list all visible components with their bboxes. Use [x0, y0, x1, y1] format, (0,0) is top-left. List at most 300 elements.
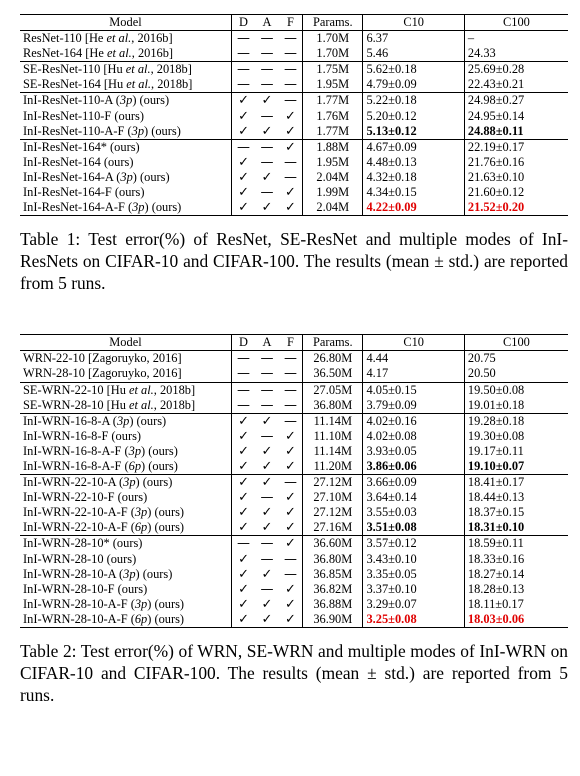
cell-c10-value: 3.37±0.10	[366, 581, 417, 596]
cell-c10-value: 4.44	[366, 351, 389, 366]
cell-d-value: —	[237, 366, 251, 382]
cell-a	[255, 520, 279, 536]
table-row	[20, 398, 568, 414]
cell-model	[20, 185, 231, 200]
model-text: InI-WRN-22-10-F (ours)	[23, 490, 148, 505]
cell-c100	[464, 382, 568, 398]
model-text: ) (ours)	[141, 458, 178, 473]
cell-f-value: ✓	[285, 428, 296, 444]
cell-model	[20, 552, 231, 567]
cell-model	[20, 490, 231, 505]
model-text: ) (ours)	[147, 520, 185, 535]
cell-c10	[363, 62, 464, 78]
cell-d	[231, 109, 255, 124]
cell-c100-value: 24.88±0.11	[467, 123, 524, 138]
cell-a	[255, 139, 279, 155]
cell-d-value: —	[237, 139, 251, 155]
cell-d-value: ✓	[238, 428, 249, 444]
cell-d-value: ✓	[238, 413, 249, 429]
cell-f-value: ✓	[285, 536, 296, 552]
cell-c100-value: 18.31±0.10	[467, 520, 525, 535]
model-text: InI-ResNet-110-A (	[23, 93, 120, 108]
model-text: ) (ours)	[135, 566, 173, 581]
table-row	[20, 612, 568, 628]
model-text: SE-WRN-22-10 [Hu	[23, 382, 129, 397]
header-d: D	[239, 335, 248, 350]
table-row	[20, 567, 568, 582]
model-text: InI-WRN-28-10-A-F (	[23, 596, 135, 611]
cell-params	[303, 46, 363, 62]
cell-d	[231, 536, 255, 552]
cell-c10-value: 4.48±0.13	[366, 154, 417, 169]
cell-a	[255, 366, 279, 382]
cell-c10	[363, 46, 464, 62]
model-text: ) (ours)	[144, 200, 182, 215]
cell-f	[279, 46, 303, 62]
cell-d-value: —	[237, 382, 251, 398]
cell-d	[231, 62, 255, 78]
cell-a-value: ✓	[261, 520, 273, 536]
cell-c10	[363, 109, 464, 124]
cell-f	[279, 582, 303, 597]
model-text: ) (ours)	[132, 169, 170, 184]
cell-c100-value: 18.28±0.13	[467, 581, 525, 596]
cell-f-value: ✓	[285, 596, 296, 612]
cell-c10-value: 3.43±0.10	[366, 551, 417, 566]
cell-f	[279, 124, 303, 140]
cell-params	[303, 612, 363, 628]
table-row	[20, 382, 568, 398]
cell-d-value: —	[237, 46, 251, 62]
cell-f	[279, 382, 303, 398]
model-text: ResNet-110 [He	[23, 31, 107, 46]
cell-c100	[464, 155, 568, 170]
cell-f	[279, 552, 303, 567]
cell-f	[279, 77, 303, 93]
cell-f	[279, 398, 303, 414]
cell-a	[255, 155, 279, 170]
cell-params	[303, 109, 363, 124]
cell-c10-value: 4.34±0.15	[366, 185, 417, 200]
cell-a-value: —	[260, 366, 274, 382]
results-table-1	[20, 14, 568, 216]
cell-f-value: —	[283, 31, 297, 47]
cell-model	[20, 109, 231, 124]
cell-d	[231, 77, 255, 93]
cell-f-value: —	[283, 566, 297, 582]
model-text: InI-WRN-16-8-A-F (	[23, 458, 129, 473]
cell-params-value: 36.90M	[313, 611, 353, 626]
cell-c10	[363, 398, 464, 414]
cell-a	[255, 398, 279, 414]
cell-d-value: —	[237, 77, 251, 93]
cell-params-value: 1.99M	[316, 185, 350, 200]
cell-d	[231, 459, 255, 475]
cell-c10	[363, 597, 464, 612]
cell-c10	[363, 413, 464, 429]
header-c10: C10	[363, 335, 464, 351]
cell-f	[279, 413, 303, 429]
model-text: et al.	[129, 382, 154, 397]
cell-params	[303, 413, 363, 429]
cell-params	[303, 505, 363, 520]
table-row	[20, 46, 568, 62]
cell-f-value: —	[283, 413, 297, 429]
cell-d-value: —	[237, 31, 251, 47]
cell-c10-value: 3.25±0.08	[366, 611, 417, 626]
cell-params	[303, 536, 363, 552]
cell-model	[20, 170, 231, 185]
cell-model	[20, 459, 231, 475]
cell-d	[231, 155, 255, 170]
cell-c100	[464, 93, 568, 109]
cell-d	[231, 582, 255, 597]
cell-params-value: 27.12M	[313, 505, 353, 520]
cell-f-value: ✓	[285, 520, 296, 536]
cell-d-value: ✓	[238, 581, 249, 597]
cell-d-value: ✓	[238, 520, 249, 536]
cell-a-value: —	[260, 536, 274, 552]
cell-params	[303, 351, 363, 367]
cell-c100	[464, 46, 568, 62]
table1-block	[20, 14, 570, 294]
cell-a	[255, 124, 279, 140]
model-text: 6p	[128, 458, 142, 473]
table-row	[20, 124, 568, 140]
cell-c100	[464, 505, 568, 520]
cell-model	[20, 200, 231, 216]
cell-a-value: ✓	[261, 611, 273, 627]
cell-d	[231, 505, 255, 520]
cell-d	[231, 200, 255, 216]
cell-c10-value: 3.51±0.08	[366, 520, 417, 535]
cell-a	[255, 93, 279, 109]
cell-c10	[363, 170, 464, 185]
cell-params	[303, 459, 363, 475]
cell-model	[20, 139, 231, 155]
model-text: 3p	[128, 443, 142, 458]
cell-a	[255, 552, 279, 567]
cell-params	[303, 77, 363, 93]
cell-a-value: ✓	[261, 475, 273, 491]
header-f: F	[279, 15, 303, 31]
cell-model	[20, 398, 231, 414]
cell-c100-value: 19.50±0.08	[467, 382, 525, 397]
cell-c100-value: 18.33±0.16	[467, 551, 525, 566]
cell-d-value: —	[237, 397, 251, 413]
cell-model	[20, 155, 231, 170]
cell-f	[279, 429, 303, 444]
cell-f	[279, 351, 303, 367]
cell-f-value: ✓	[285, 458, 296, 474]
cell-c10	[363, 200, 464, 216]
cell-params-value: 1.77M	[316, 93, 350, 108]
cell-d-value: ✓	[238, 566, 249, 582]
cell-c10	[363, 366, 464, 382]
cell-model	[20, 77, 231, 93]
cell-c100	[464, 536, 568, 552]
cell-f	[279, 200, 303, 216]
cell-params-value: 27.16M	[313, 520, 353, 535]
cell-a-value: ✓	[261, 443, 273, 459]
model-text: InI-ResNet-164 (ours)	[23, 154, 134, 169]
cell-params	[303, 567, 363, 582]
model-text: InI-ResNet-164-F (ours)	[23, 185, 145, 200]
cell-c100	[464, 520, 568, 536]
model-text: InI-WRN-28-10-F (ours)	[23, 581, 148, 596]
table-row	[20, 62, 568, 78]
cell-a-value: —	[260, 490, 274, 506]
cell-model	[20, 351, 231, 367]
cell-model	[20, 413, 231, 429]
cell-params-value: 36.88M	[313, 596, 353, 611]
cell-c100-value: 24.98±0.27	[467, 93, 525, 108]
cell-c100	[464, 459, 568, 475]
cell-params	[303, 155, 363, 170]
table2-caption: Table 2: Test error(%) of WRN, SE-WRN and multiple modes of InI-WRN on CIFAR-10 and CIFAR-100. The results (mean ± std.) are reported from 5 runs.	[20, 641, 568, 705]
cell-f	[279, 490, 303, 505]
cell-c100	[464, 582, 568, 597]
table-row	[20, 597, 568, 612]
cell-c10-value: 3.64±0.14	[366, 490, 417, 505]
model-text: ) (ours)	[144, 123, 181, 138]
cell-d	[231, 124, 255, 140]
cell-d-value: ✓	[238, 611, 249, 627]
cell-a-value: —	[260, 581, 274, 597]
cell-a	[255, 77, 279, 93]
model-text: , 2018b]	[150, 62, 192, 77]
results-table-2	[20, 334, 568, 628]
cell-d-value: ✓	[238, 108, 249, 124]
cell-d	[231, 567, 255, 582]
model-text: InI-WRN-22-10-A (	[23, 475, 124, 490]
cell-c10-value: 3.55±0.03	[366, 505, 417, 520]
cell-a	[255, 459, 279, 475]
cell-params-value: 1.95M	[316, 154, 350, 169]
cell-c10-value: 3.29±0.07	[366, 596, 417, 611]
cell-f-value: —	[283, 351, 297, 367]
cell-a	[255, 475, 279, 491]
cell-a-value: —	[260, 31, 274, 47]
cell-c10	[363, 505, 464, 520]
cell-f-value: ✓	[285, 505, 296, 521]
cell-f	[279, 185, 303, 200]
cell-model	[20, 612, 231, 628]
cell-c100	[464, 185, 568, 200]
cell-c10-value: 4.17	[366, 366, 389, 381]
cell-params	[303, 139, 363, 155]
cell-a-value: ✓	[261, 505, 273, 521]
cell-c10-value: 4.79±0.09	[366, 77, 417, 92]
model-text: ) (ours)	[147, 505, 185, 520]
cell-d	[231, 475, 255, 491]
cell-c10-value: 4.67±0.09	[366, 139, 417, 154]
cell-model	[20, 597, 231, 612]
cell-a	[255, 413, 279, 429]
model-text: InI-ResNet-110-A-F (	[23, 123, 132, 138]
model-text: 3p	[119, 93, 133, 108]
cell-a	[255, 597, 279, 612]
cell-c10-value: 3.86±0.06	[366, 458, 417, 473]
cell-c100	[464, 62, 568, 78]
cell-f	[279, 139, 303, 155]
cell-c100-value: 20.50	[467, 366, 496, 381]
cell-params-value: 36.80M	[313, 397, 353, 412]
cell-c10	[363, 185, 464, 200]
cell-c10	[363, 31, 464, 47]
cell-c100	[464, 475, 568, 491]
cell-c10-value: 4.32±0.18	[366, 169, 417, 184]
header-params: Params.	[303, 335, 363, 351]
model-text: , 2018b]	[153, 397, 196, 412]
cell-params-value: 27.10M	[313, 490, 353, 505]
cell-params	[303, 366, 363, 382]
cell-params-value: 26.80M	[313, 351, 353, 366]
cell-model	[20, 536, 231, 552]
cell-d-value: ✓	[238, 123, 249, 139]
cell-c10-value: 3.93±0.05	[366, 443, 417, 458]
cell-a	[255, 200, 279, 216]
cell-a	[255, 351, 279, 367]
model-text: InI-WRN-28-10* (ours)	[23, 536, 143, 551]
table-row	[20, 170, 568, 185]
cell-a	[255, 109, 279, 124]
model-text: , 2018b]	[151, 77, 193, 92]
cell-c10-value: 3.79±0.09	[366, 397, 417, 412]
model-text: 6p	[134, 520, 148, 535]
cell-model	[20, 582, 231, 597]
cell-c100-value: 19.10±0.07	[467, 458, 525, 473]
model-text: et al.	[106, 46, 132, 61]
header-a: A	[262, 15, 272, 29]
cell-params	[303, 475, 363, 491]
cell-params	[303, 490, 363, 505]
cell-c100-value: 24.33	[467, 46, 496, 61]
cell-d-value: ✓	[238, 443, 249, 459]
model-text: , 2016b]	[131, 31, 173, 46]
model-text: 3p	[134, 596, 148, 611]
table-row	[20, 444, 568, 459]
table-row	[20, 351, 568, 367]
cell-a-value: —	[260, 351, 274, 367]
cell-c100	[464, 170, 568, 185]
cell-f	[279, 62, 303, 78]
cell-c100	[464, 109, 568, 124]
cell-c100-value: 18.59±0.11	[467, 536, 524, 551]
cell-c10	[363, 77, 464, 93]
cell-model	[20, 382, 231, 398]
table-row	[20, 552, 568, 567]
model-text: InI-WRN-28-10-A-F (	[23, 611, 135, 626]
table1-body	[20, 31, 568, 216]
cell-d-value: ✓	[238, 505, 249, 521]
model-text: InI-WRN-16-8-A (	[23, 413, 117, 428]
cell-c100-value: 18.44±0.13	[467, 490, 525, 505]
cell-d-value: —	[237, 62, 251, 78]
model-text: 6p	[134, 611, 148, 626]
cell-d-value: ✓	[238, 185, 249, 201]
model-text: et al.	[106, 31, 132, 46]
table-row	[20, 505, 568, 520]
cell-d-value: ✓	[238, 169, 249, 185]
cell-c10	[363, 520, 464, 536]
cell-params	[303, 93, 363, 109]
cell-c10-value: 5.13±0.12	[366, 123, 417, 138]
cell-c100-value: –	[467, 31, 475, 46]
cell-c100-value: 18.27±0.14	[467, 566, 525, 581]
cell-a	[255, 170, 279, 185]
cell-params	[303, 398, 363, 414]
cell-f-value: —	[283, 77, 297, 93]
cell-c100	[464, 612, 568, 628]
cell-a	[255, 505, 279, 520]
cell-f	[279, 93, 303, 109]
cell-d	[231, 398, 255, 414]
model-text: InI-WRN-22-10-A-F (	[23, 520, 135, 535]
cell-model	[20, 475, 231, 491]
cell-model	[20, 62, 231, 78]
cell-c100	[464, 567, 568, 582]
table-row	[20, 185, 568, 200]
cell-d-value: ✓	[238, 596, 249, 612]
cell-c100-value: 18.03±0.06	[467, 611, 525, 626]
cell-f-value: —	[283, 46, 297, 62]
cell-c100-value: 25.69±0.28	[467, 62, 525, 77]
cell-params-value: 2.04M	[316, 169, 350, 184]
header-params: Params.	[303, 15, 363, 31]
cell-f-value: —	[283, 154, 297, 170]
cell-c100	[464, 552, 568, 567]
cell-params-value: 1.70M	[316, 46, 350, 61]
cell-c10-value: 3.35±0.05	[366, 566, 417, 581]
cell-c10-value: 4.02±0.08	[366, 428, 417, 443]
cell-c10	[363, 552, 464, 567]
cell-f-value: ✓	[285, 581, 296, 597]
cell-d	[231, 612, 255, 628]
table-row	[20, 459, 568, 475]
cell-params	[303, 520, 363, 536]
model-text: WRN-28-10 [Zagoruyko, 2016]	[23, 366, 182, 381]
header-a: A	[262, 335, 272, 350]
cell-c10-value: 4.22±0.09	[366, 200, 417, 215]
cell-f	[279, 612, 303, 628]
cell-d-value: ✓	[238, 458, 249, 474]
table-header-row	[20, 15, 568, 31]
cell-c10	[363, 475, 464, 491]
paper-page	[20, 14, 570, 706]
cell-d	[231, 139, 255, 155]
model-text: 3p	[116, 413, 130, 428]
cell-c10	[363, 459, 464, 475]
cell-c100-value: 18.11±0.17	[467, 596, 524, 611]
model-text: InI-ResNet-164* (ours)	[23, 139, 140, 154]
cell-f-value: —	[283, 551, 297, 567]
table-row	[20, 366, 568, 382]
cell-f	[279, 170, 303, 185]
cell-f	[279, 520, 303, 536]
model-text: InI-ResNet-164-A-F (	[23, 200, 133, 215]
cell-a-value: ✓	[261, 200, 273, 216]
table-header-row	[20, 335, 568, 351]
header-c100: C100	[503, 335, 530, 350]
cell-f	[279, 444, 303, 459]
cell-params-value: 11.20M	[313, 458, 352, 473]
cell-c100-value: 24.95±0.14	[467, 108, 525, 123]
model-text: et al.	[126, 77, 152, 92]
model-text: ) (ours)	[141, 443, 178, 458]
table-row	[20, 582, 568, 597]
cell-c100	[464, 490, 568, 505]
